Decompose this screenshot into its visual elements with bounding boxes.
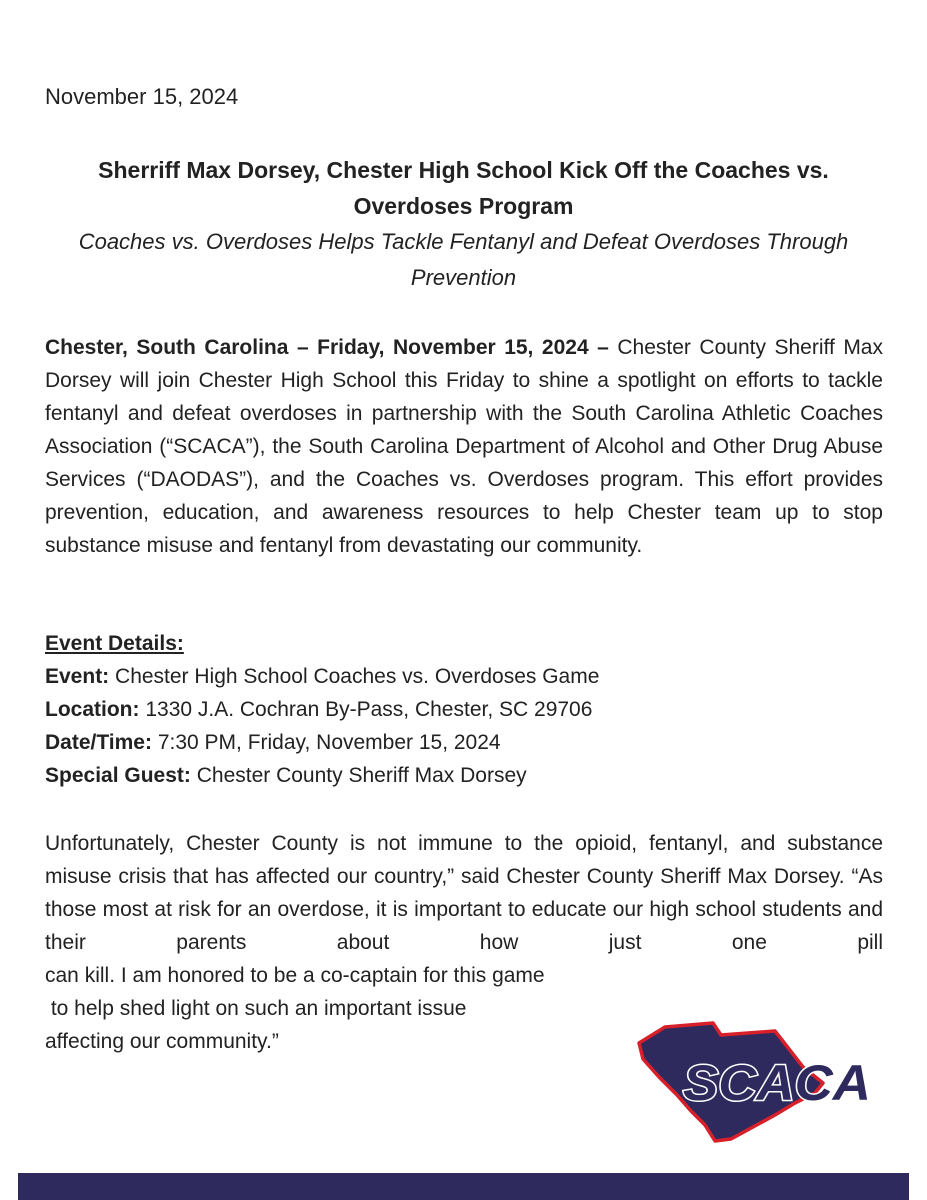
detail-row-special-guest — [45, 759, 883, 792]
lead-paragraph — [45, 331, 883, 562]
headline: Sherriff Max Dorsey, Chester High School Kick Off the Coaches vs. Overdoses Program — [98, 157, 829, 219]
detail-value: Chester County Sheriff Max Dorsey — [190, 764, 527, 787]
detail-value: 7:30 PM, Friday, November 15, 2024 — [151, 731, 501, 754]
dateline: Chester, South Carolina – Friday, November 15, 2024 – — [45, 336, 609, 359]
detail-value: Chester High School Coaches vs. Overdoses Game — [109, 665, 600, 688]
lead-body: Chester County Sheriff Max Dorsey will join Chester High School this Friday to shine a spotlight on efforts to tackle fentanyl and defeat overdoses in partnership with the South Carolina Athletic Coaches Association (“SCACA”), the South Carolina Department of Alcohol and Other Drug Abuse Services (“DAODAS”), and the Coaches vs. Overdoses program. This effort provides prevention, education, and awareness resources to help Chester team up to stop substance misuse and fentanyl from devastating our community. — [45, 336, 883, 557]
detail-value: 1330 J.A. Cochran By-Pass, Chester, SC 29706 — [139, 698, 593, 721]
detail-label: Event: — [45, 665, 110, 688]
detail-row-location — [45, 693, 883, 726]
quote-line: can kill. I am honored to be a co-captain for this game — [45, 964, 545, 987]
logo-text: SCACA — [683, 1055, 871, 1111]
detail-label: Special Guest: — [45, 764, 191, 787]
detail-label: Date/Time: — [45, 731, 152, 754]
detail-row-datetime — [45, 726, 883, 759]
detail-label: Location: — [45, 698, 140, 721]
quote-line: to help shed light on such an important issue — [45, 997, 467, 1020]
press-date: November 15, 2024 — [45, 84, 239, 109]
quote-body: Unfortunately, Chester County is not immune to the opioid, fentanyl, and substance misuse crisis that has affected our country,” said Chester County Sheriff Max Dorsey. “As those most at risk for an overdose, it is important to educate our high school students and their parents about how just one pill — [45, 832, 883, 954]
quote-line: affecting our community.” — [45, 1030, 279, 1053]
event-details — [45, 627, 883, 792]
footer-bar — [18, 1173, 909, 1200]
detail-row-event — [45, 660, 883, 693]
subheadline: Coaches vs. Overdoses Helps Tackle Fentanyl and Defeat Overdoses Through Prevention — [78, 229, 849, 290]
event-details-heading: Event Details: — [45, 632, 184, 655]
scaca-logo — [625, 1015, 875, 1145]
